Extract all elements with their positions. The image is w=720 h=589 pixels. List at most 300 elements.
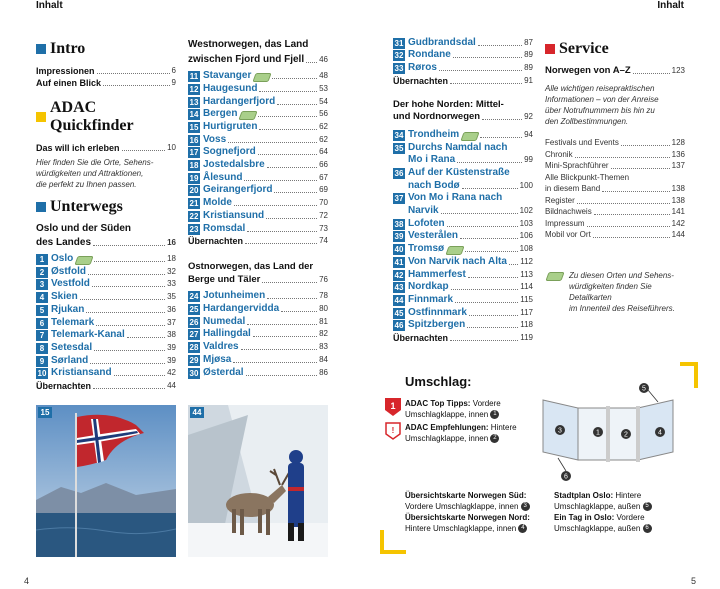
place-entry[interactable] [188, 222, 328, 235]
service-entry[interactable] [545, 229, 685, 241]
entry-page: 62 [319, 122, 328, 132]
place-entry[interactable] [36, 329, 176, 342]
entry-page: 112 [520, 256, 533, 266]
desc-line: den Zollbestimmungen. [545, 116, 629, 126]
photo-number: 15 [38, 407, 52, 418]
leader [88, 274, 165, 275]
place-number: 43 [394, 283, 404, 293]
place-title: Ålesund [203, 171, 243, 183]
place-entry[interactable] [36, 252, 176, 265]
leader [228, 142, 317, 143]
detail-map-icon [75, 256, 94, 265]
place-entry[interactable] [393, 268, 533, 281]
region-entry[interactable] [393, 111, 533, 124]
entry-page: 37 [167, 317, 176, 327]
desc-line: Informationen – von der Anreise [545, 94, 659, 104]
leader [575, 157, 670, 158]
section-title: Unterwegs [50, 197, 123, 215]
entry-page: 128 [671, 138, 685, 148]
place-number: 18 [189, 161, 199, 171]
entry-page: 10 [167, 142, 176, 152]
ref-text: Hintere [488, 423, 517, 432]
place-title: Geirangerfjord [203, 184, 273, 196]
section-intro [36, 40, 176, 58]
detail-map-icon [445, 246, 464, 255]
place-entry[interactable] [188, 70, 328, 83]
service-desc [545, 83, 685, 127]
place-title: Oslo [51, 253, 74, 265]
entry-page: 137 [671, 161, 685, 171]
place-entry[interactable] [393, 217, 533, 230]
entry-page: 91 [524, 75, 533, 85]
ref-text: Umschlagklappe, innen [405, 434, 489, 443]
leader [455, 302, 518, 303]
place-title: Hammerfest [408, 268, 466, 280]
column-3 [393, 36, 533, 344]
place-title: Telemark-Kanal [51, 329, 125, 341]
entry-title: Übernachten [36, 380, 92, 391]
cover-diagram [538, 380, 683, 495]
place-number: 17 [189, 148, 199, 158]
empfehlungen-icon [385, 422, 401, 445]
entry-page: 136 [671, 149, 685, 159]
leader [577, 203, 670, 204]
place-entry[interactable] [36, 341, 176, 354]
ref-text: Umschlagklappe, außen [554, 524, 641, 533]
place-entry[interactable] [36, 316, 176, 329]
entry-title: Impressum [545, 218, 585, 228]
place-number: 7 [36, 330, 48, 341]
place-entry[interactable] [393, 319, 533, 332]
entry-page: 94 [524, 129, 533, 139]
desc-line: Alle wichtigen reisepraktischen [545, 83, 655, 93]
entry-page: 123 [671, 65, 685, 75]
toc-entry[interactable] [36, 379, 176, 392]
place-entry[interactable] [188, 171, 328, 184]
place-number: 12 [189, 84, 199, 94]
place-entry[interactable] [393, 306, 533, 319]
entry-page: 36 [167, 304, 176, 314]
leader [241, 349, 318, 350]
place-number: 39 [394, 232, 404, 242]
entry-page: 118 [520, 320, 533, 330]
place-title: Haugesund [203, 82, 258, 94]
leader [267, 298, 317, 299]
place-number: 31 [394, 38, 404, 48]
place-title: Voss [203, 133, 227, 145]
place-entry[interactable] [188, 184, 328, 197]
entry-page: 87 [524, 37, 533, 47]
service-entry[interactable] [545, 206, 685, 218]
place-entry[interactable] [188, 146, 328, 159]
place-number: 38 [394, 219, 404, 229]
entry-page: 92 [524, 112, 533, 122]
leader [127, 337, 165, 338]
leader [509, 264, 518, 265]
place-number: 10 [37, 369, 47, 379]
entry-page: 99 [524, 155, 533, 165]
leader [469, 315, 518, 316]
leader [439, 70, 522, 71]
entry-page: 144 [671, 230, 685, 240]
square-icon [36, 202, 46, 212]
place-number: 35 [394, 143, 404, 153]
quickfinder-desc [36, 157, 176, 190]
entry-page: 70 [319, 198, 328, 208]
place-number: 16 [189, 135, 199, 145]
place-number: 33 [394, 64, 404, 74]
place-entry[interactable] [393, 255, 533, 268]
leader [460, 238, 518, 239]
leader [245, 243, 317, 244]
detail-map-icon [239, 111, 258, 120]
leader [103, 85, 170, 86]
entry-page: 38 [167, 330, 176, 340]
entry-title: Übernachten [188, 236, 244, 247]
section-title: ADAC Quickfinder [50, 99, 134, 135]
leader [266, 218, 317, 219]
service-entry[interactable] [545, 194, 685, 206]
entry-page: 76 [319, 274, 328, 284]
leader [94, 350, 165, 351]
place-number: 40 [394, 245, 404, 255]
entry-page: 39 [167, 342, 176, 352]
leader [80, 299, 165, 300]
place-title: Romsdal [203, 222, 246, 234]
place-number: 34 [394, 130, 404, 140]
place-entry[interactable] [188, 209, 328, 222]
place-entry[interactable] [36, 367, 176, 380]
leader [247, 231, 317, 232]
place-entry[interactable] [188, 315, 328, 328]
place-entry-cont[interactable] [393, 204, 533, 217]
ref-number: 2 [490, 434, 499, 443]
section-unterwegs [36, 198, 176, 216]
place-number: 22 [189, 211, 199, 221]
place-title: Mjøsa [203, 353, 232, 365]
note-line: im Innenteil des Reiseführers. [569, 304, 675, 314]
place-number: 28 [189, 343, 199, 353]
entry-page: 9 [171, 78, 176, 88]
service-entry[interactable] [545, 183, 685, 195]
diagram-label: 5 [642, 385, 646, 393]
place-title: Mo i Rana [408, 154, 456, 166]
place-number: 27 [189, 330, 199, 340]
ref-title: Übersichtskarte Norwegen Süd: [405, 491, 527, 500]
leader [90, 363, 165, 364]
region-line: des Landes [36, 237, 92, 249]
service-entry[interactable] [545, 171, 685, 183]
leader [450, 340, 518, 341]
entry-page: 72 [319, 210, 328, 220]
entry-page: 18 [167, 254, 176, 264]
place-entry[interactable] [393, 36, 533, 49]
section-title: Service [559, 40, 609, 57]
place-entry[interactable] [393, 128, 533, 141]
place-title: Sognefjord [203, 146, 256, 158]
place-title: Rjukan [51, 303, 85, 315]
leader [244, 180, 317, 181]
place-entry[interactable] [188, 82, 328, 95]
map-note [545, 270, 685, 314]
place-entry[interactable] [188, 120, 328, 133]
place-title: Trondheim [408, 128, 460, 140]
desc-line: Hier finden Sie die Orte, Sehens- [36, 157, 154, 167]
leader [482, 119, 522, 120]
leader [468, 277, 518, 278]
note-line: würdigkeiten finden Sie Detailkarten [569, 282, 652, 303]
toc-entry[interactable] [36, 77, 176, 90]
entry-page: 102 [519, 206, 533, 216]
leader [478, 45, 522, 46]
place-number: 36 [394, 169, 404, 178]
region-line: Westnorwegen, das Land [188, 39, 309, 50]
place-entry[interactable] [36, 278, 176, 291]
place-entry[interactable] [36, 303, 176, 316]
place-number: 5 [36, 305, 48, 316]
service-entry[interactable] [545, 160, 685, 172]
photo-norway-flag [36, 405, 176, 557]
entry-page: 54 [319, 96, 328, 106]
entry-page: 39 [167, 355, 176, 365]
region-entry[interactable] [36, 237, 176, 250]
photo-reindeer [188, 405, 328, 557]
entry-page: 83 [319, 342, 328, 352]
place-entry[interactable] [393, 242, 533, 255]
entry-page: 138 [671, 184, 685, 194]
place-title: Vestfold [51, 278, 90, 290]
place-title: Numedal [203, 315, 246, 327]
leader [259, 129, 317, 130]
leader [457, 162, 522, 163]
leader [587, 226, 670, 227]
place-number: 15 [189, 123, 199, 133]
place-entry[interactable] [188, 95, 328, 108]
place-title: Setesdal [51, 341, 93, 353]
leader [93, 245, 165, 246]
desc-line: über Notrufnummern bis hin zu [545, 105, 655, 115]
place-number: 14 [189, 110, 199, 120]
place-number: 44 [394, 295, 404, 305]
leader [114, 375, 166, 376]
svg-text:!: ! [391, 426, 395, 435]
leader [306, 62, 317, 63]
entry-page: 82 [319, 329, 328, 339]
place-title: Jostedalsbre [203, 159, 265, 171]
place-number: 32 [394, 51, 404, 61]
column-4 [545, 36, 685, 320]
place-entry[interactable] [393, 192, 533, 205]
place-entry[interactable] [188, 340, 328, 353]
place-title: Østfold [51, 265, 86, 277]
entry-page: 35 [167, 292, 176, 302]
place-number: 2 [36, 267, 48, 278]
place-entry[interactable] [393, 281, 533, 294]
ref-number: 5 [643, 502, 652, 511]
place-entry[interactable] [188, 158, 328, 171]
place-number: 25 [189, 305, 199, 315]
photo-number: 44 [190, 407, 204, 418]
place-entry[interactable] [188, 290, 328, 303]
square-icon [36, 44, 46, 54]
place-title: Sørland [51, 354, 89, 366]
leader [453, 57, 522, 58]
entry-page: 69 [319, 185, 328, 195]
entry-page: 46 [319, 54, 328, 64]
detail-map-icon [253, 73, 272, 82]
place-title: Røros [408, 62, 437, 74]
place-entry[interactable] [188, 108, 328, 121]
leader [272, 78, 317, 79]
leader [277, 104, 317, 105]
entry-page: 142 [671, 218, 685, 228]
place-title: Kristiansand [51, 367, 112, 379]
region-line: zwischen Fjord und Fjell [188, 53, 305, 65]
toc-entry[interactable] [188, 235, 328, 248]
place-title: Von Narvik nach Alta [408, 255, 507, 267]
place-entry[interactable] [36, 354, 176, 367]
leader [246, 375, 318, 376]
diagram-label: 1 [596, 429, 600, 437]
leader [247, 324, 317, 325]
entry-page: 67 [319, 172, 328, 182]
ref-number: 6 [643, 524, 652, 533]
place-title: Hardangerfjord [203, 95, 276, 107]
leader [450, 83, 522, 84]
leader [234, 205, 317, 206]
toc-entry[interactable] [545, 64, 685, 77]
entry-page: 74 [319, 236, 328, 246]
service-entry[interactable] [545, 137, 685, 149]
place-entry[interactable] [393, 61, 533, 74]
leader [274, 192, 317, 193]
ref-text: Vordere [614, 513, 645, 522]
leader [86, 312, 165, 313]
place-entry[interactable] [393, 141, 533, 154]
place-title: Hurtigruten [203, 121, 258, 133]
entry-title: Alle Blickpunkt-Themen [545, 172, 630, 182]
toc-entry[interactable] [393, 331, 533, 344]
place-entry[interactable] [36, 265, 176, 278]
column-1 [36, 36, 176, 392]
region-line: Oslo und der Süden [36, 222, 132, 234]
leader [633, 73, 670, 74]
place-title: Telemark [51, 316, 95, 328]
leader [92, 286, 165, 287]
ref-title: Stadtplan Oslo: [554, 491, 614, 500]
oslo-refs [554, 490, 652, 534]
leader [462, 188, 518, 189]
region-entry[interactable] [188, 273, 328, 286]
entry-page: 42 [167, 368, 176, 378]
place-entry[interactable] [188, 353, 328, 366]
section-title: Intro [50, 40, 86, 57]
place-entry[interactable] [393, 49, 533, 62]
entry-title: Übernachten [393, 332, 449, 343]
place-title: Spitzbergen [408, 319, 466, 331]
place-entry[interactable] [393, 230, 533, 243]
page-number-left: 4 [24, 576, 30, 586]
toc-entry[interactable] [393, 74, 533, 87]
place-title: Kristiansund [203, 209, 265, 221]
service-entry[interactable] [545, 217, 685, 229]
entry-page: 62 [319, 134, 328, 144]
leader [94, 261, 165, 262]
region-entry[interactable] [188, 53, 328, 66]
region-heading [188, 261, 328, 273]
leader [233, 362, 317, 363]
desc-line: die perfekt zu Ihnen passen. [36, 179, 137, 189]
entry-page: 73 [319, 223, 328, 233]
leader [267, 167, 317, 168]
leader [602, 191, 669, 192]
entry-page: 115 [520, 294, 533, 304]
place-title: Lofoten [408, 217, 445, 229]
place-entry[interactable] [188, 366, 328, 379]
entry-page: 56 [319, 109, 328, 119]
diagram-label: 4 [658, 429, 662, 437]
place-entry[interactable] [188, 328, 328, 341]
place-entry-cont[interactable] [393, 154, 533, 167]
leader [447, 226, 518, 227]
leader [593, 237, 670, 238]
square-icon [545, 44, 555, 54]
region-line: Berge und Täler [188, 273, 261, 285]
place-number: 42 [394, 270, 404, 280]
entry-page: 86 [319, 367, 328, 377]
place-title: Finnmark [408, 293, 454, 305]
place-number: 21 [189, 199, 199, 209]
ref-text: Vordere Umschlagklappe, innen [405, 502, 519, 511]
leader [96, 325, 165, 326]
leader [262, 282, 317, 283]
entry-title: Bildnachweis [545, 207, 592, 217]
diagram-label: 2 [624, 431, 628, 439]
service-entry[interactable] [545, 148, 685, 160]
leader [258, 116, 317, 117]
ref-title: ADAC Empfehlungen: [405, 423, 489, 432]
place-entry[interactable] [393, 166, 533, 179]
ref-text: Umschlagklappe, außen [554, 502, 641, 511]
entry-title: Impressionen [36, 65, 95, 76]
entry-page: 66 [319, 160, 328, 170]
entry-page: 16 [167, 238, 176, 248]
leader [480, 137, 522, 138]
place-number: 9 [36, 356, 48, 367]
ref-text: Umschlagklappe, innen [405, 410, 489, 419]
place-entry[interactable] [188, 302, 328, 315]
ref-text: Hintere Umschlagklappe, innen [405, 524, 517, 533]
leader [451, 289, 519, 290]
note-line: Zu diesen Orten und Sehens- [569, 271, 674, 281]
place-number: 41 [394, 257, 404, 267]
place-title: Vesterålen [408, 230, 459, 242]
place-entry[interactable] [188, 196, 328, 209]
entry-title: Norwegen von A–Z [545, 64, 631, 76]
place-title: Von Mo i Rana nach [408, 192, 503, 204]
place-entry[interactable] [188, 133, 328, 146]
entry-page: 81 [319, 316, 328, 326]
entry-page: 141 [671, 207, 685, 217]
place-entry-cont[interactable] [393, 179, 533, 192]
place-entry[interactable] [36, 290, 176, 303]
place-entry[interactable] [393, 293, 533, 306]
toc-entry[interactable] [36, 64, 176, 77]
entry-page: 64 [319, 147, 328, 157]
section-service [545, 40, 685, 58]
place-title: Molde [203, 197, 232, 209]
toc-entry[interactable] [36, 141, 176, 154]
